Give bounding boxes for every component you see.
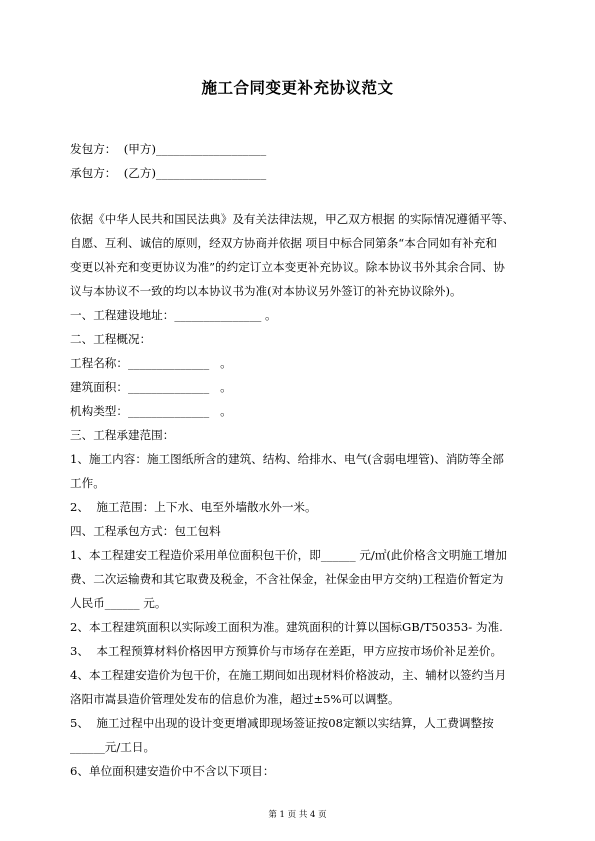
contractor-line: 承包方： (乙方)___________________	[70, 166, 267, 180]
document-title: 施工合同变更补充协议范文	[201, 79, 394, 97]
paragraph-line: 议与本协议不一致的均以本协议书为准(对本协议另外签订的补充协议除外)。	[70, 284, 462, 298]
section-heading: 三、工程承建范围：	[70, 428, 175, 442]
form-field-line: 工程名称：______________ 。	[70, 356, 232, 370]
paragraph-line: 依据《中华人民共和国民法典》及有关法律法规，甲乙双方根据 的实际情况遵循平等、	[70, 212, 515, 226]
section-heading: 二、工程概况：	[70, 332, 152, 346]
paragraph-line: 自愿、互利、诚信的原则，经双方协商并依据 项目中标合同第条“本合同如有补充和	[70, 236, 497, 250]
paragraph-line: 工作。	[70, 476, 105, 490]
paragraph-line: 1、施工内容：施工图纸所含的建筑、结构、给排水、电气(含弱电埋管)、消防等全部	[70, 452, 504, 466]
paragraph-line: 1、本工程建安工程造价采用单位面积包干价，即______ 元/㎡(此价格含文明施工增加	[70, 548, 507, 562]
section-heading: 四、工程承包方式：包工包料	[70, 524, 221, 538]
section-heading: 一、工程建设地址：_______________ 。	[70, 308, 277, 322]
form-field-line: 机构类型：______________ 。	[70, 404, 232, 418]
paragraph-line: 3、 本工程预算材料价格因甲方预算价与市场存在差距，甲方应按市场价补足差价。	[70, 644, 503, 658]
paragraph-line: 2、 施工范围：上下水、电至外墙散水外一米。	[70, 500, 317, 514]
paragraph-line: 2、本工程建筑面积以实际竣工面积为准。建筑面积的计算以国标GB/T50353- 为准.	[70, 620, 503, 634]
page-number-footer: 第 1 页 共 4 页	[268, 810, 327, 820]
paragraph-line: 人民币______ 元。	[70, 596, 167, 610]
paragraph-line: 6、单位面积建安造价中不含以下项目：	[70, 764, 275, 778]
paragraph-line: 5、 施工过程中出现的设计变更增减即现场签证按08定额以实结算，人工费调整按	[70, 716, 494, 730]
paragraph-line: 4、本工程建安造价为包干价，在施工期间如出现材料价格波动，主、辅材以签约当月	[70, 668, 507, 682]
paragraph-line: 洛阳市嵩县造价管理处发布的信息价为准，超过±5%可以调整。	[70, 692, 400, 706]
employer-line: 发包方： (甲方)___________________	[70, 142, 267, 156]
paragraph-line: 费、二次运输费和其它取费及税金，不含社保金，社保金由甲方交纳)工程造价暂定为	[70, 572, 504, 586]
form-field-line: 建筑面积：______________ 。	[70, 380, 232, 394]
paragraph-line: ______元/工日。	[70, 740, 156, 754]
paragraph-line: 变更以补充和变更协议为准”的约定订立本变更补充协议。除本协议书外其余合同、协	[70, 260, 505, 274]
